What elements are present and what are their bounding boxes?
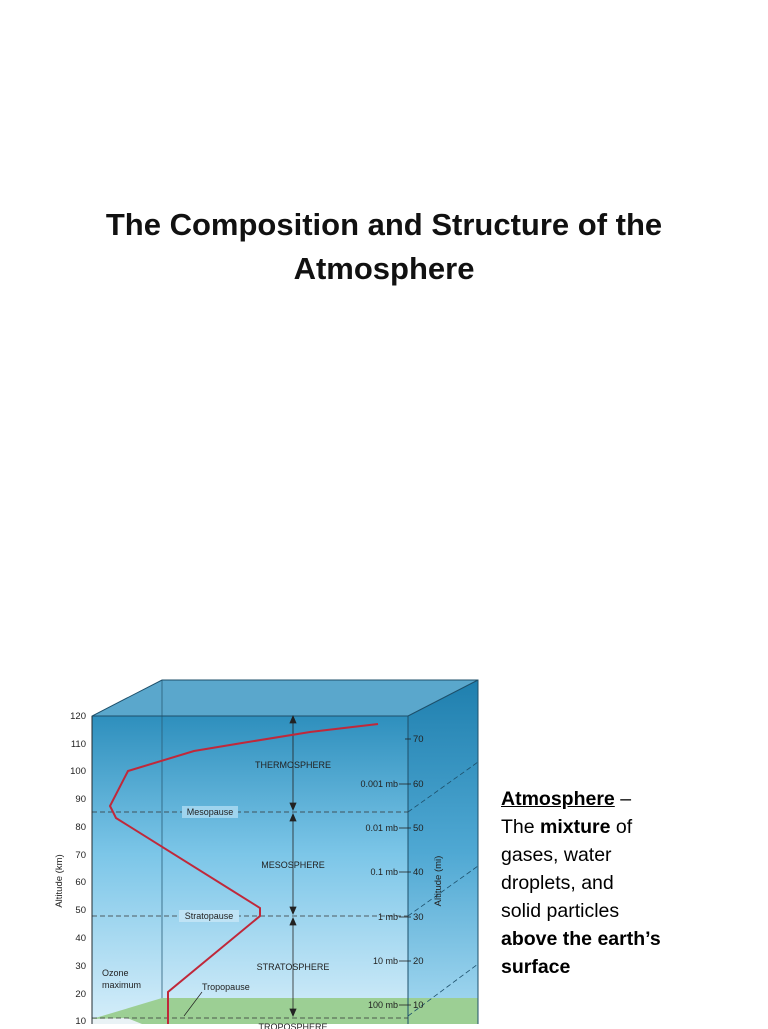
km-tick-30: 30 (75, 961, 86, 972)
definition-line-7 (501, 953, 701, 981)
pressure-10mb: 10 mb (372, 956, 398, 966)
mi-tick-70: 70 (413, 734, 424, 745)
right-axis-label: Altitude (mi) (433, 855, 444, 907)
title-line-1: The Composition and Structure of the (105, 207, 663, 242)
slide-title (40, 203, 728, 291)
pressure-0001mb: 0.001 mb (360, 779, 398, 789)
left-axis-label: Altitude (km) (54, 854, 65, 908)
definition-text (501, 785, 701, 981)
definition-line-3: gases, water (501, 844, 612, 866)
km-tick-10: 10 (75, 1016, 86, 1027)
km-tick-20: 20 (75, 989, 86, 1000)
stratopause-label: Stratopause (184, 911, 234, 921)
mi-tick-30: 30 (413, 912, 424, 923)
definition-line-5: solid particles (501, 900, 620, 922)
mi-tick-40: 40 (413, 867, 424, 878)
thermosphere-label: THERMOSPHERE (254, 760, 332, 770)
mi-tick-60: 60 (413, 779, 424, 790)
tropopause-label: Tropopause (202, 982, 250, 992)
km-tick-60: 60 (75, 877, 86, 888)
mesopause-label: Mesopause (186, 807, 234, 817)
title-line-2: Atmosphere (293, 251, 475, 286)
mi-tick-50: 50 (413, 823, 424, 834)
km-tick-40: 40 (75, 933, 86, 944)
km-tick-100: 100 (70, 766, 86, 777)
mi-tick-20: 20 (413, 956, 424, 967)
stratosphere-label: STRATOSPHERE (256, 962, 330, 972)
atmosphere-structure-diagram (52, 676, 482, 1029)
definition-the: The (501, 816, 541, 838)
km-tick-50: 50 (75, 905, 86, 916)
ozone-label-line1: Ozone (102, 968, 129, 978)
cube-right-face (408, 680, 478, 1024)
troposphere-label: TROPOSPHERE (258, 1022, 328, 1029)
pressure-100mb: 100 mb (367, 1000, 398, 1010)
mesosphere-label: MESOSPHERE (261, 860, 325, 870)
definition-bold-2: surface (501, 956, 571, 978)
km-tick-90: 90 (75, 794, 86, 805)
definition-term: Atmosphere (501, 788, 615, 810)
definition-dash: – (614, 788, 632, 810)
definition-of: of (610, 816, 633, 838)
pressure-001mb: 0.01 mb (365, 823, 398, 833)
km-axis-ticks (70, 711, 86, 1027)
km-tick-70: 70 (75, 850, 86, 861)
km-tick-80: 80 (75, 822, 86, 833)
definition-line-6 (501, 925, 701, 953)
definition-line-2 (501, 813, 701, 841)
ozone-label-line2: maximum (102, 980, 142, 990)
mi-tick-10: 10 (413, 1000, 424, 1011)
pressure-1mb: 1 mb (377, 912, 398, 922)
pressure-01mb: 0.1 mb (370, 867, 398, 877)
definition-bold-1: above the earth’s (501, 928, 661, 950)
km-tick-120: 120 (70, 711, 86, 722)
definition-line-4: droplets, and (501, 872, 614, 894)
cube-front-face (92, 716, 408, 1024)
definition-mixture: mixture (540, 816, 611, 838)
definition-line-1 (501, 785, 701, 813)
km-tick-110: 110 (70, 739, 86, 750)
